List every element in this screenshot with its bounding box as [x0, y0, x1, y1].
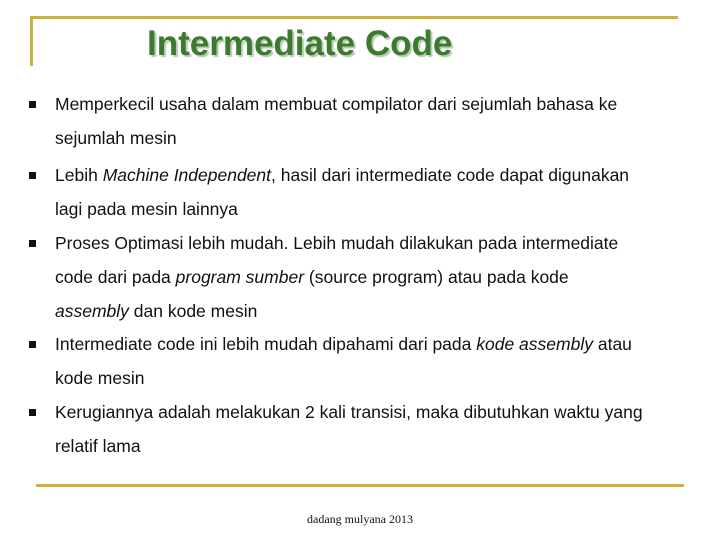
bullet-item-3 — [55, 226, 695, 328]
bullet-item-5 — [55, 395, 695, 463]
bullet-item-2 — [55, 158, 695, 226]
bullet-line: code dari pada program sumber (source program) atau pada kode — [55, 267, 569, 287]
slide-title: Intermediate Code — [147, 24, 453, 63]
top-border-line — [30, 16, 678, 19]
bullet-line: kode mesin — [55, 368, 145, 388]
bullet-item-4 — [55, 327, 695, 395]
bullet-line: assembly dan kode mesin — [55, 301, 258, 321]
bullet-line: relatif lama — [55, 436, 141, 456]
bullet-line: Lebih Machine Independent, hasil dari intermediate code dapat digunakan — [55, 165, 630, 185]
bullet-marker — [29, 101, 36, 108]
bullet-marker — [29, 409, 36, 416]
bullet-marker — [29, 240, 36, 247]
bullet-line: lagi pada mesin lainnya — [55, 199, 238, 219]
bullet-line: Memperkecil usaha dalam membuat compilator dari sejumlah bahasa ke — [55, 94, 618, 114]
bullet-marker — [29, 341, 36, 348]
bottom-border-line — [36, 484, 684, 487]
bullet-line: Intermediate code ini lebih mudah dipahami dari pada kode assembly atau — [55, 334, 632, 354]
bullet-marker — [29, 172, 36, 179]
left-border-line — [30, 16, 33, 66]
bullet-line: Proses Optimasi lebih mudah. Lebih mudah dilakukan pada intermediate — [55, 233, 619, 253]
footer-credit: dadang mulyana 2013 — [307, 512, 413, 526]
bullet-line: Kerugiannya adalah melakukan 2 kali transisi, maka dibutuhkan waktu yang — [55, 402, 643, 422]
bullet-line: sejumlah mesin — [55, 128, 177, 148]
bullet-item-1 — [55, 87, 695, 155]
